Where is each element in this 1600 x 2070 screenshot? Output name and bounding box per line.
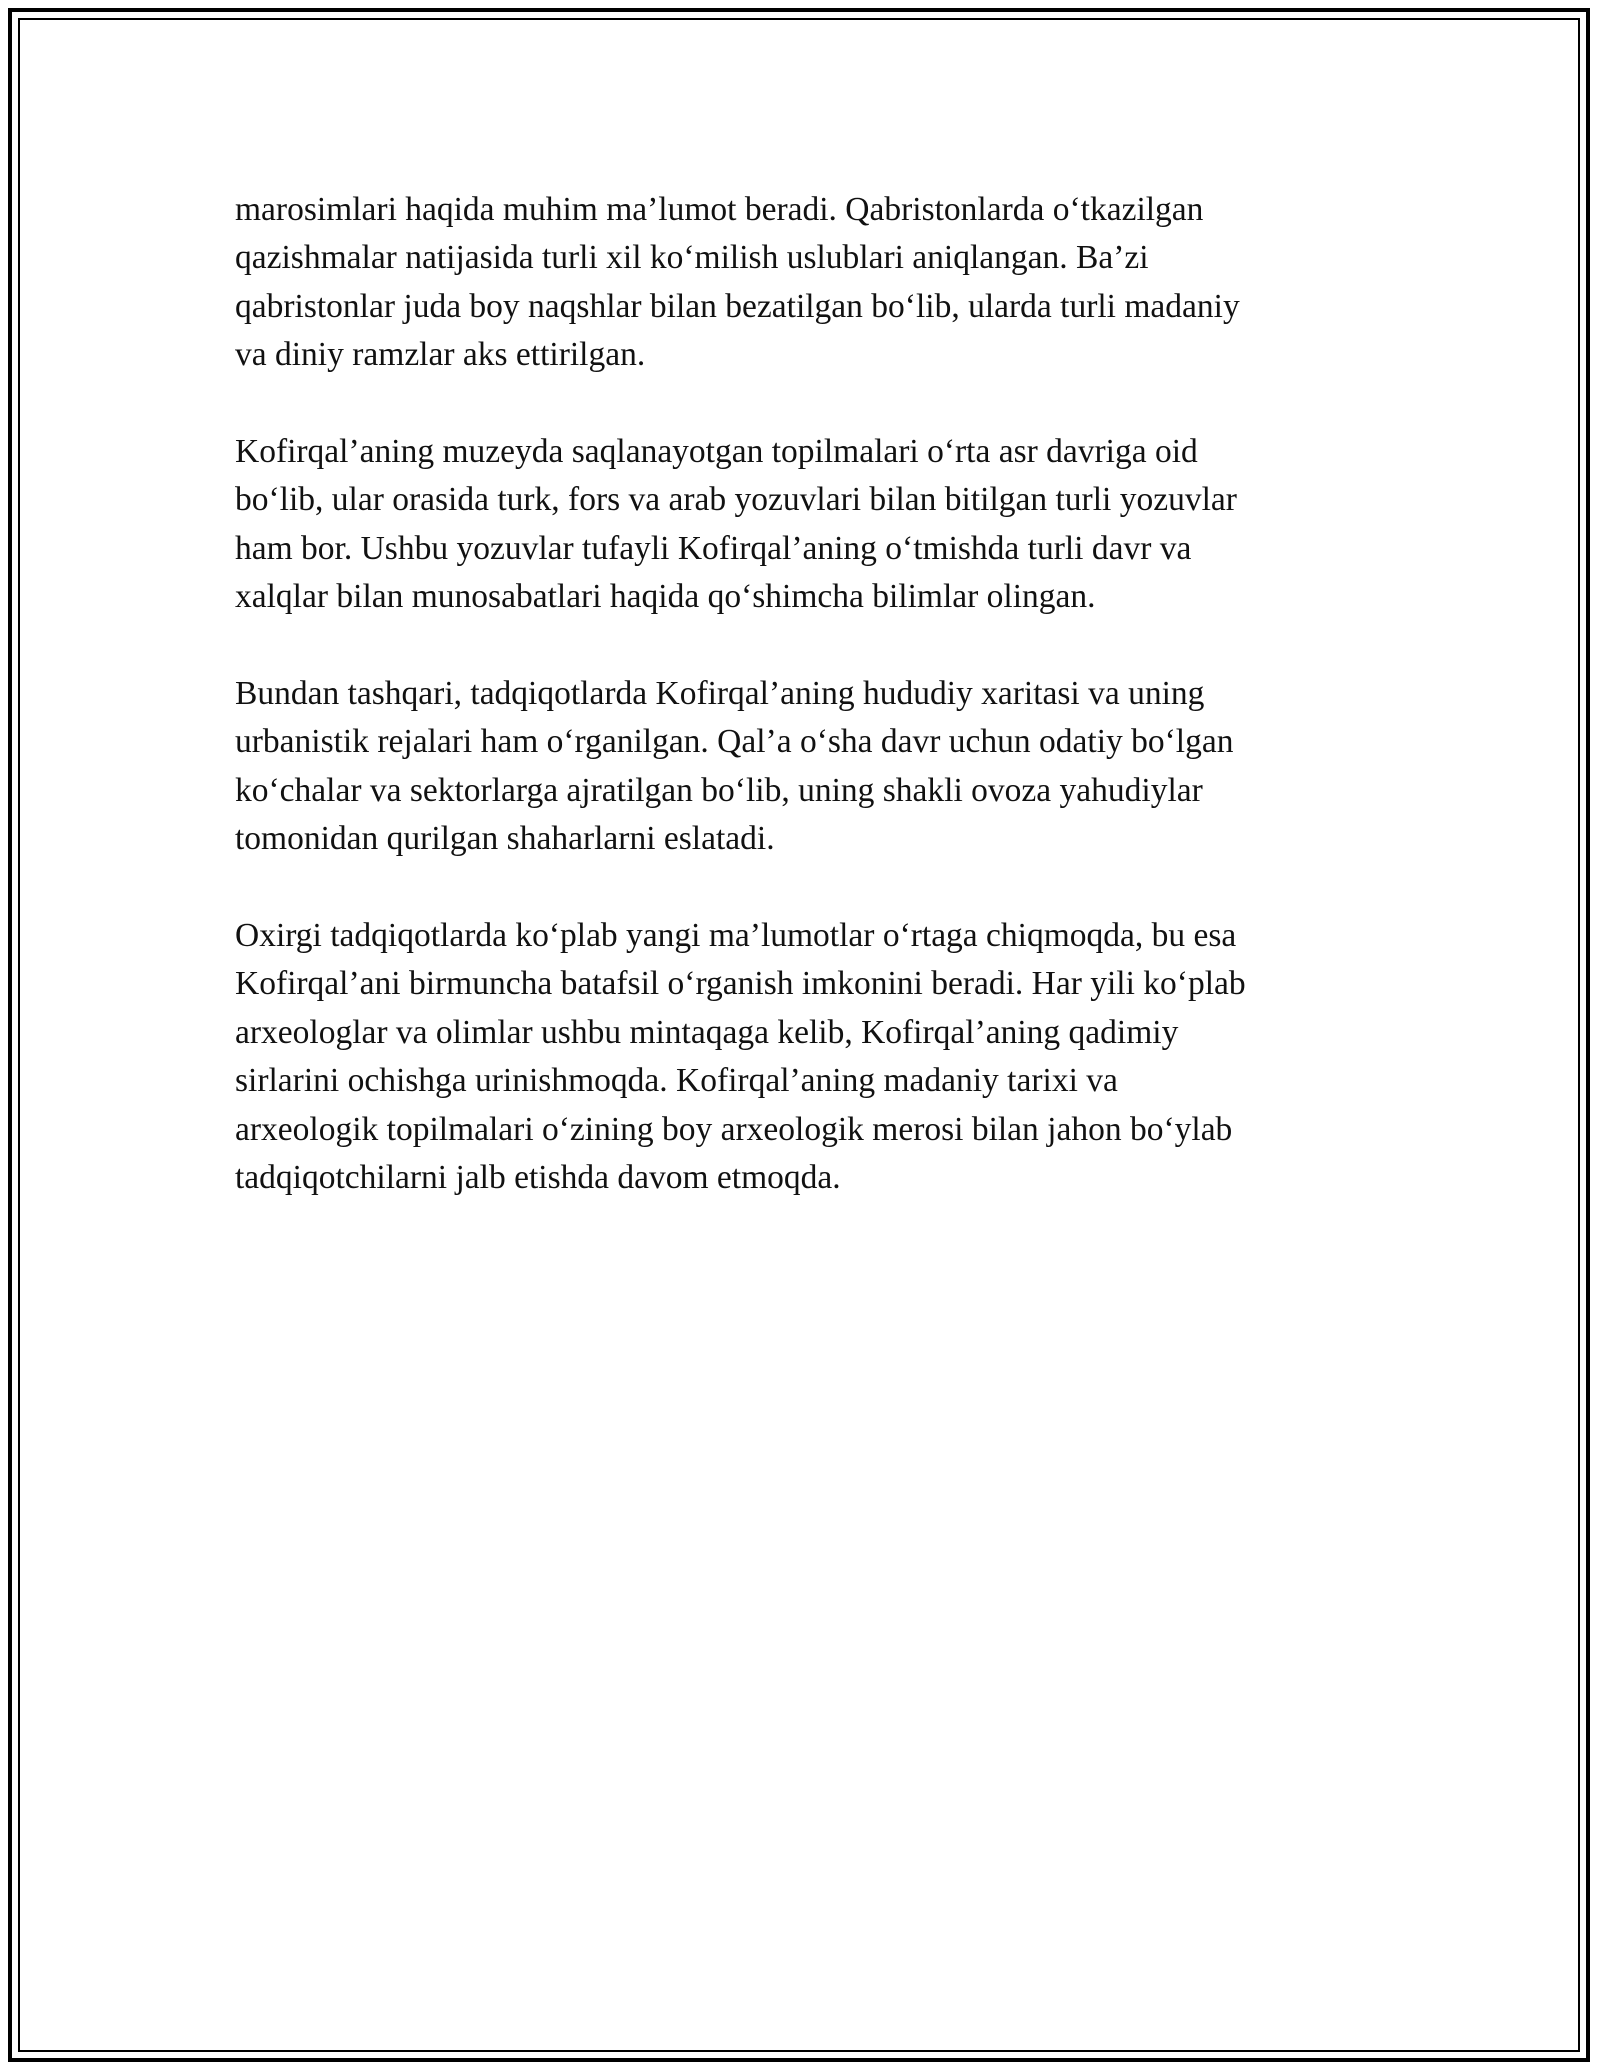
text-line: arxeologik topilmalari o‘zining boy arxeologik merosi bilan jahon bo‘ylab [235,1110,1233,1148]
text-line: tomonidan qurilgan shaharlarni eslatadi. [235,820,775,858]
text-line: tadqiqotchilarni jalb etishda davom etmoqda. [235,1159,841,1197]
text-line: marosimlari haqida muhim ma’lumot beradi. Qabristonlarda o‘tkazilgan [235,191,1204,228]
text-line: sirlarini ochishga urinishmoqda. Kofirqal’aning madaniy tarixi va [235,1062,1118,1100]
text-line: ko‘chalar va sektorlarga ajratilgan bo‘lib, uning shakli ovoza yahudiylar [235,771,1203,809]
text-line: Bundan tashqari, tadqiqotlarda Kofirqal’aning hududiy xaritasi va uning [235,675,1205,713]
paragraph-museum-finds [235,428,1355,622]
text-line: qazishmalar natijasida turli xil ko‘milish uslublari aniqlangan. Ba’zi [235,239,1149,277]
text-line: va diniy ramzlar aks ettirilgan. [235,336,646,374]
text-line: arxeologlar va olimlar ushbu mintaqaga kelib, Kofirqal’aning qadimiy [235,1013,1179,1051]
text-line: Kofirqal’ani birmuncha batafsil o‘rganish imkonini beradi. Har yili ko‘plab [235,965,1246,1003]
text-line: ham bor. Ushbu yozuvlar tufayli Kofirqal’aning o‘tmishda turli davr va [235,529,1192,567]
text-line: bo‘lib, ular orasida turk, fors va arab yozuvlari bilan bitilgan turli yozuvlar [235,481,1237,519]
paragraph-recent-research [235,912,1355,1202]
text-line: qabristonlar juda boy naqshlar bilan bezatilgan bo‘lib, ularda turli madaniy [235,287,1240,325]
text-line: urbanistik rejalari ham o‘rganilgan. Qal’a o‘sha davr uchun odatiy bo‘lgan [235,723,1234,761]
paragraph-urban-plan [235,670,1355,864]
text-line: xalqlar bilan munosabatlari haqida qo‘shimcha bilimlar olingan. [235,578,1096,616]
paragraph-burials [235,186,1355,380]
document-body [235,186,1355,1251]
text-line: Kofirqal’aning muzeyda saqlanayotgan topilmalari o‘rta asr davriga oid [235,433,1198,471]
text-line: Oxirgi tadqiqotlarda ko‘plab yangi ma’lumotlar o‘rtaga chiqmoqda, bu esa [235,917,1237,955]
